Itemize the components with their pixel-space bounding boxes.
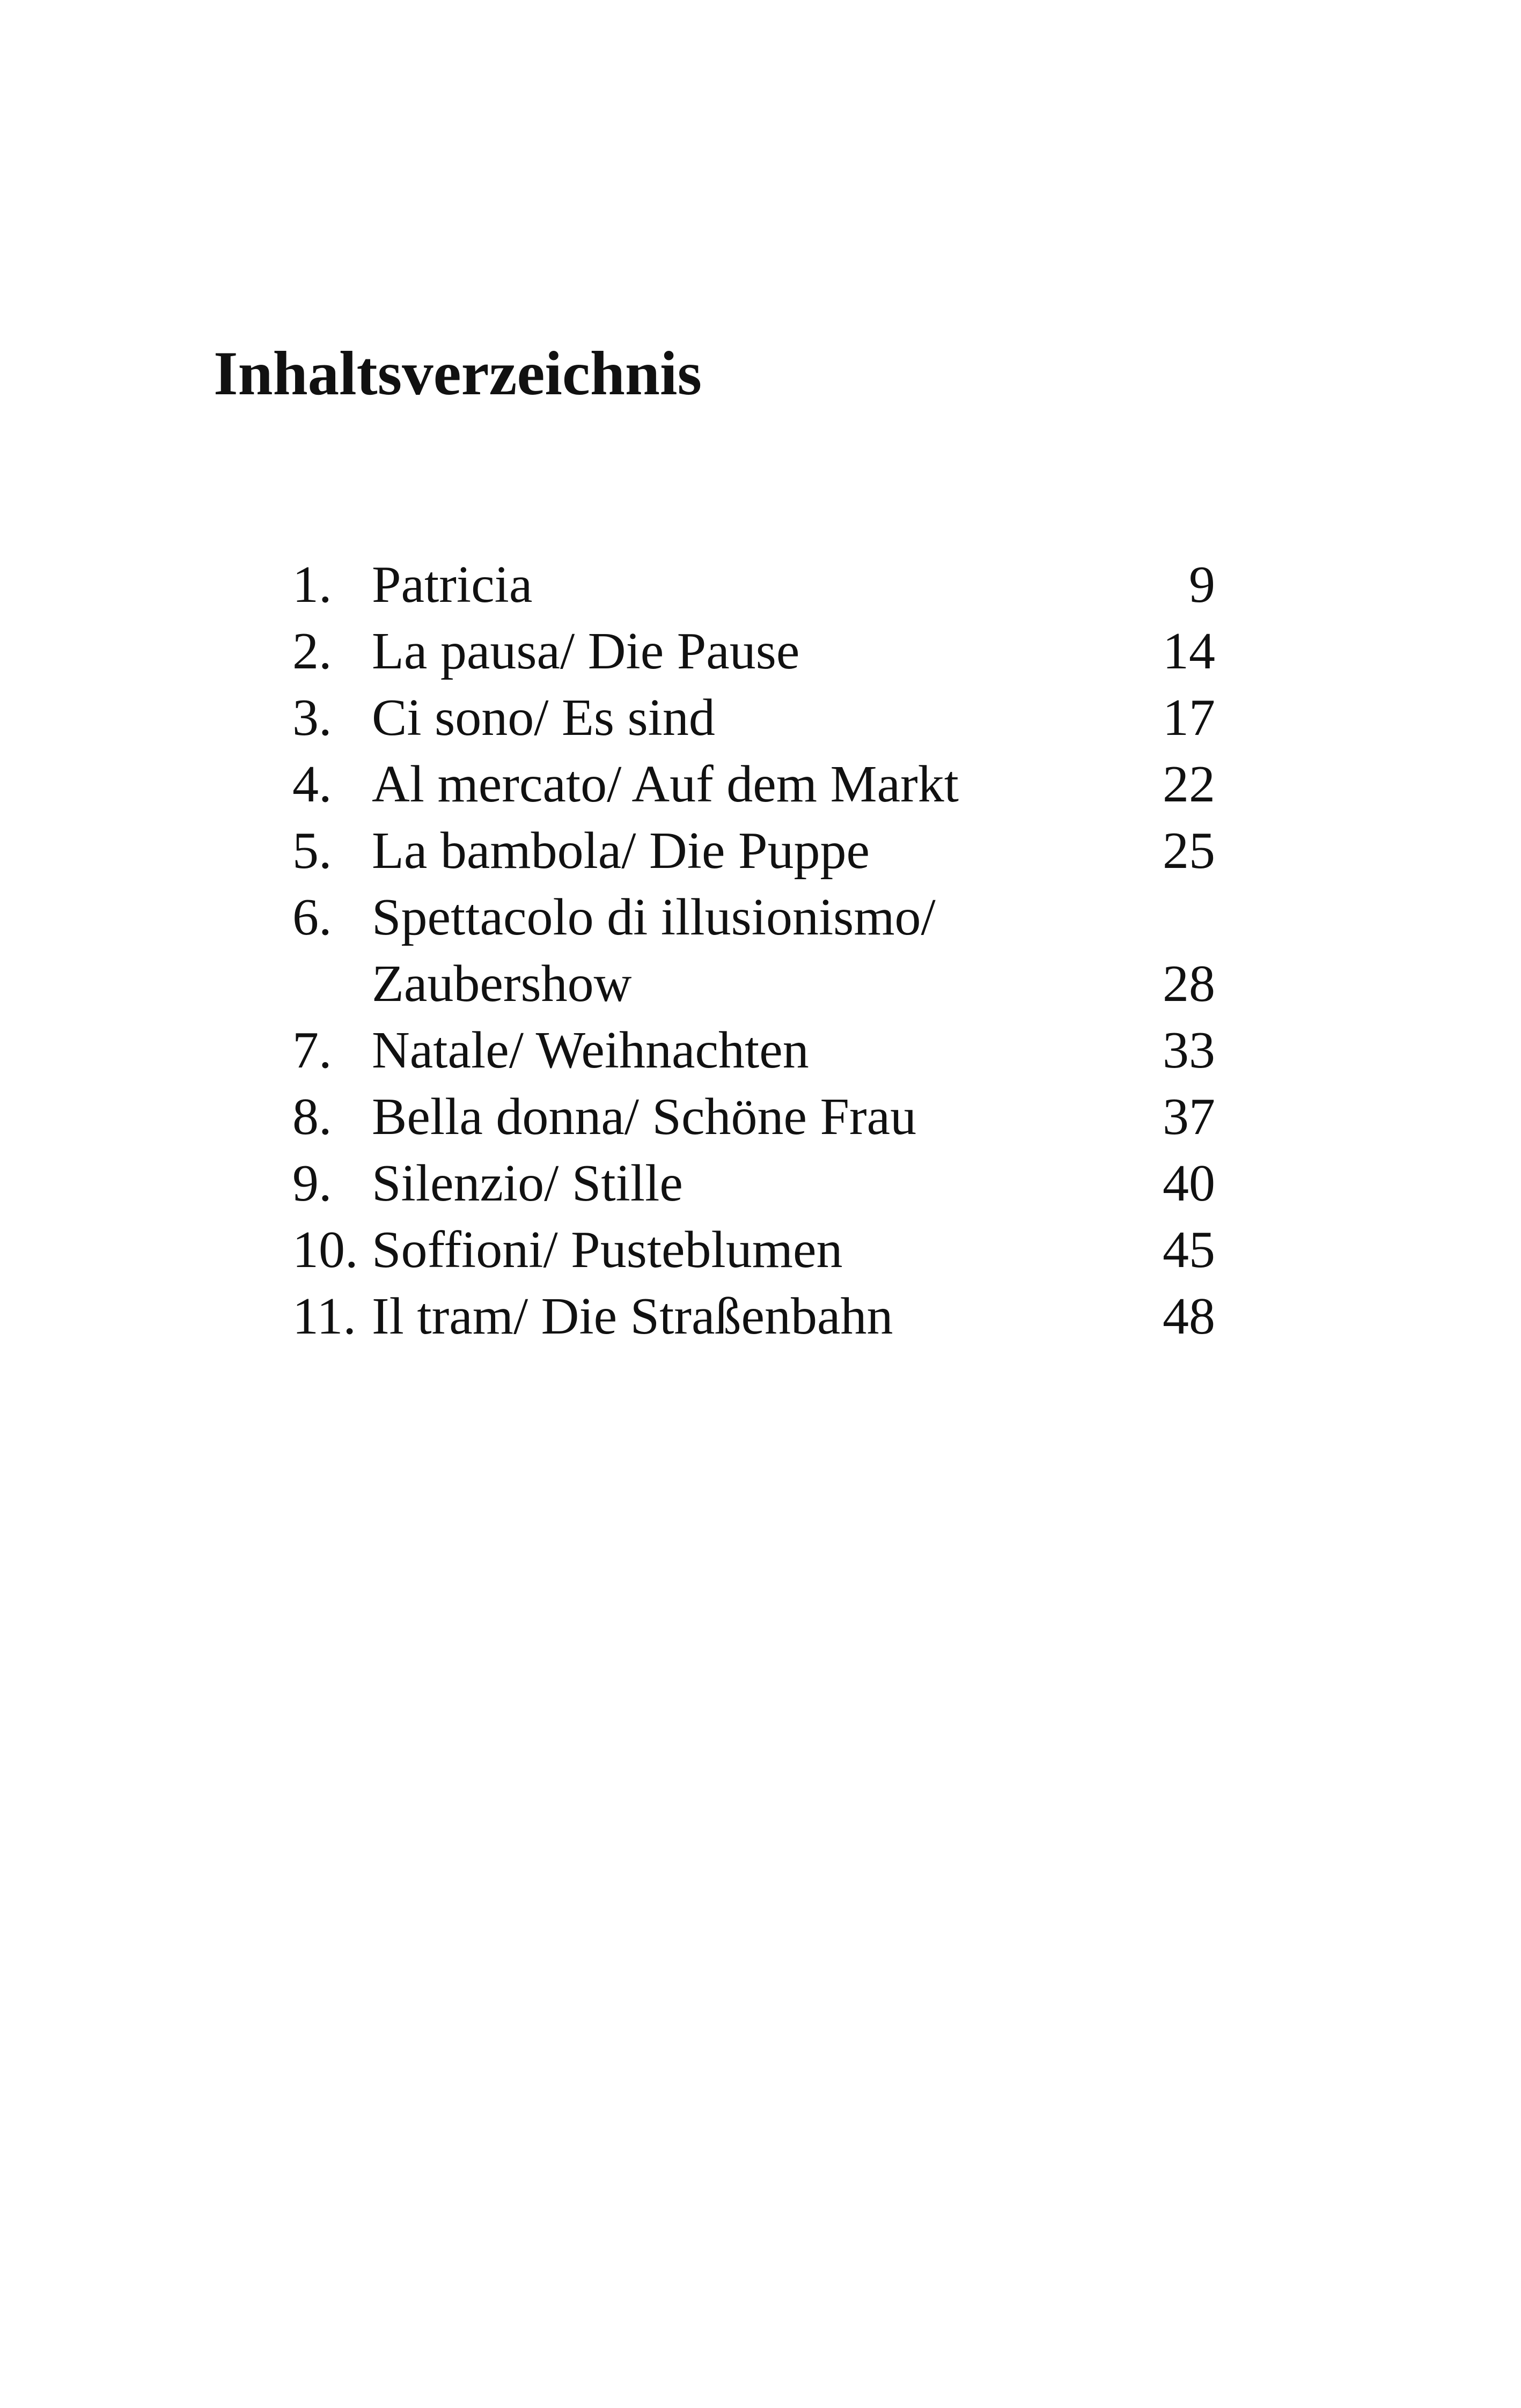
toc-entry-6 [292,884,1215,951]
toc-title: Bella donna/ Schöne Frau [372,1088,917,1146]
toc-number: 1. [292,556,332,614]
toc-title: Natale/ Weihnachten [372,1021,809,1079]
toc-entry-8 [292,1084,1215,1150]
toc-page-number: 25 [1163,822,1215,880]
toc-entry-3 [292,684,1215,751]
toc-title: La pausa/ Die Pause [372,622,800,680]
toc-number: 11. [292,1287,356,1345]
toc-entry-2 [292,618,1215,684]
toc-number: 10. [292,1221,358,1279]
toc-number: 2. [292,622,332,680]
toc-number: 6. [292,888,332,946]
toc-entry-6-continued [292,951,1215,1017]
toc-title: Silenzio/ Stille [372,1154,683,1212]
toc-title: Patricia [372,556,533,614]
toc-page-number: 48 [1163,1287,1215,1345]
toc-title: Al mercato/ Auf dem Markt [372,755,959,813]
toc-number: 5. [292,822,332,880]
toc-number: 9. [292,1154,332,1212]
toc-page-number: 14 [1163,622,1215,680]
toc-title: La bambola/ Die Puppe [372,822,870,880]
toc-entry-5 [292,818,1215,884]
toc-number: 8. [292,1088,332,1146]
toc-title: Soffioni/ Pusteblumen [372,1221,843,1279]
toc-entry-11 [292,1283,1215,1350]
toc-page-number: 9 [1189,556,1215,614]
toc-page-number: 45 [1163,1221,1215,1279]
toc-page-number: 22 [1163,755,1215,813]
toc-page-number: 33 [1163,1021,1215,1079]
page-title: Inhaltsverzeichnis [214,339,702,408]
toc-number: 4. [292,755,332,813]
toc-entry-9 [292,1150,1215,1217]
toc-entry-7 [292,1017,1215,1084]
toc-title: Spettacolo di illusionismo/ [372,888,936,946]
toc-page-number: 40 [1163,1154,1215,1212]
toc-entry-4 [292,751,1215,818]
toc-title: Il tram/ Die Straßenbahn [372,1287,893,1345]
toc-page-number: 37 [1163,1088,1215,1146]
toc-number: 7. [292,1021,332,1079]
toc-entry-1 [292,551,1215,618]
toc-entry-10 [292,1217,1215,1283]
toc-page-number: 17 [1163,689,1215,747]
toc-title: Ci sono/ Es sind [372,689,715,747]
toc-title: Zaubershow [372,955,632,1013]
table-of-contents [292,551,1215,1350]
toc-number: 3. [292,689,332,747]
toc-page-number: 28 [1163,955,1215,1013]
